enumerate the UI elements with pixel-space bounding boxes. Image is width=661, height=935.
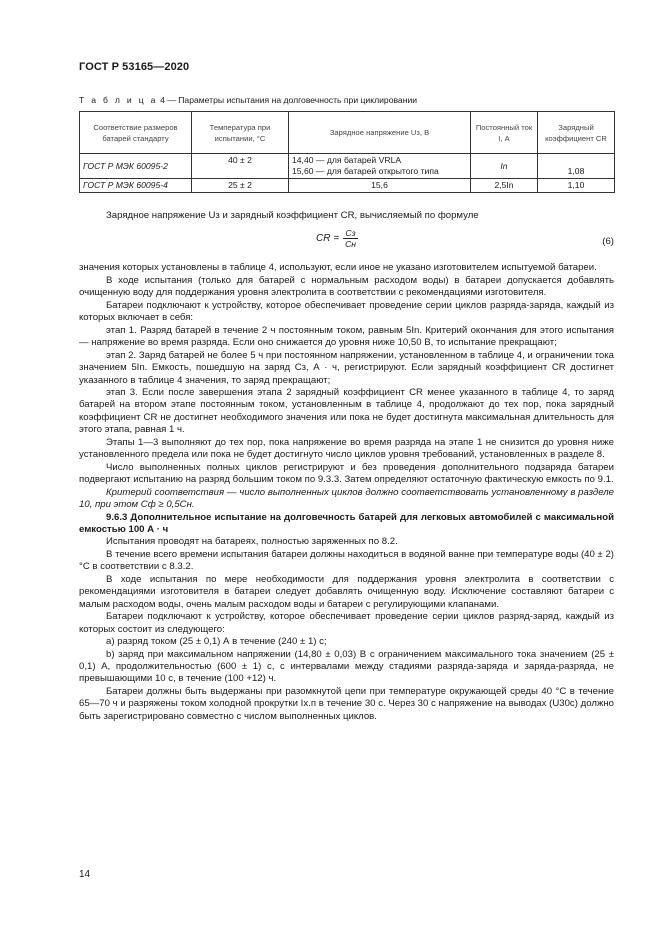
col-header-voltage: Зарядное напряжение Uз, В: [289, 112, 471, 154]
formula-intro: Зарядное напряжение Uз и зарядный коэффициент CR, вычисляемый по формуле: [106, 210, 479, 221]
paragraph: Этапы 1—3 выполняют до тех пор, пока напряжение во время разряда на этапе 1 не снизится до уровня ниже установленного предела или пока не будет достигнуто число циклов уровня требований, установленных в разделе 8.: [79, 436, 614, 461]
cell-voltage: 15,6: [289, 179, 471, 193]
page-number: 14: [79, 869, 91, 880]
formula-number: (6): [602, 236, 614, 248]
paragraph: В ходе испытания (только для батарей с нормальным расходом воды) в батареи допускается добавлять очищенную воду для поддержания уровня электролита в соответствии с рекомендациями изготовителя.: [79, 274, 614, 299]
formula: [316, 228, 358, 249]
col-header-temperature: Температура при испытании, °С: [192, 112, 289, 154]
paragraph: этап 1. Разряд батарей в течение 2 ч постоянным током, равным 5In. Критерий окончания для этого испытания — напряжение во время разряда. Если оно снижается до уровня ниже 10,50 В, то испытание прекращают;: [79, 324, 614, 349]
paragraph: этап 3. Если после завершения этапа 2 зарядный коэффициент CR менее указанного в таблице 4, то заряд батарей на втором этапе постоянным током, установленным в таблице 4, продолжают до тех пор, пока зарядный коэффициент CR не достигнет необходимого значения или пока не будет достигнута максимальная длительность для этого этапа, равная 1 ч.: [79, 386, 614, 436]
cell-cr: 1,10: [538, 179, 615, 193]
formula-fraction: [343, 228, 358, 249]
list-item: а) разряд током (25 ± 0,1) А в течение (240 ± 1) с;: [106, 636, 327, 648]
list-item: b) заряд при максимальном напряжении (14,80 ± 0,03) В с ограничением максимального тока значением (25 ± 0,1) А, продолжительностью (600 ± 1) с, с интервалами между стадиями разряда-заряда и заряда-разряда, не превышающими 10 с, в течение (100 +12) ч.: [79, 648, 614, 685]
cell-voltage: [289, 154, 471, 179]
formula-numerator: Cз: [345, 228, 356, 239]
paragraph: Число выполненных полных циклов регистрируют и без проведения дополнительного подзаряда батареи подвергают испытанию на разряд большим током по 9.3.3. Затем определяют остаточную фактическую емкость по 9.1.: [79, 461, 614, 486]
cell-current: In: [471, 154, 538, 179]
paragraph: Батареи должны быть выдержаны при разомкнутой цепи при температуре окружающей среды 40 °С в течение 65—70 ч и разряжены током холодной прокрутки Iх.п в течение 30 с. Через 30 с напряжение на выводах (U30с) должно быть зарегистрировано совместно с числом выполненных циклов.: [79, 685, 614, 722]
cell-standard: ГОСТ Р МЭК 60095-4: [80, 179, 192, 193]
table-caption-label: Т а б л и ц а: [79, 95, 158, 105]
paragraph: этап 2. Заряд батарей не более 5 ч при постоянном напряжении, установленном в таблице 4, и ограничении тока значением 5In. Емкость, пошедшую на заряд Cз, А · ч, регистрируют. Если зарядный коэффициент CR достигнет указанного в таблице 4 значения, то заряд прекращают;: [79, 349, 614, 386]
cell-cr: 1,08: [538, 154, 615, 179]
cell-voltage-line1: 14,40 — для батарей VRLA: [292, 155, 402, 165]
col-header-standard: Соответствие размеров батарей стандарту: [80, 112, 192, 154]
formula-block: [79, 226, 614, 258]
cell-voltage-line2: 15,60 — для батарей открытого типа: [292, 166, 439, 176]
parameters-table: [79, 111, 615, 193]
col-header-cr: Зарядный коэффициент CR: [538, 112, 615, 154]
table-row: [80, 179, 615, 193]
formula-lhs: CR =: [316, 232, 340, 244]
table-header-row: [80, 112, 615, 154]
cell-temperature: 25 ± 2: [192, 179, 289, 193]
cell-standard: ГОСТ Р МЭК 60095-2: [80, 154, 192, 179]
table-caption: [79, 95, 417, 105]
document-code: ГОСТ Р 53165—2020: [79, 61, 190, 73]
body-text: [79, 210, 614, 723]
paragraph: В ходе испытания по мере необходимости для поддержания уровня электролита в соответствии с рекомендациями изготовителя в батареи следует добавлять очищенную воду. Исключение составляют батареи с малым расходом воды, очень малым расходом воды и батареи с регулирующими клапанами.: [79, 573, 614, 610]
paragraph: Испытания проводят на батареях, полностью заряженных по 8.2.: [106, 536, 398, 548]
compliance-criterion: Критерий соответствия — число выполненных циклов должно соответствовать установленному в разделе 10, при этом Cф ≥ 0,5Cн.: [79, 486, 614, 511]
table-caption-text: 4 — Параметры испытания на долговечность при циклировании: [160, 95, 418, 105]
section-title: 9.6.3 Дополнительное испытание на долговечность батарей для легковых автомобилей с максимальной емкостью 100 А · ч: [79, 511, 614, 535]
cell-temperature: 40 ± 2: [192, 154, 289, 179]
paragraph: значения которых установлены в таблице 4, используют, если иное не указано изготовителем испытуемой батареи.: [79, 262, 597, 274]
cell-current: 2,5In: [471, 179, 538, 193]
paragraph: Батареи подключают к устройству, которое обеспечивает проведение серии циклов разряд-заряд, каждый из которых состоит из следующего:: [79, 611, 614, 635]
col-header-current: Постоянный ток I, А: [471, 112, 538, 154]
paragraph: В течение всего времени испытания батареи должны находиться в водяной ванне при температуре воды (40 ± 2) °С в соответствии с 8.3.2.: [79, 548, 614, 573]
formula-denominator: Cн: [345, 239, 356, 250]
table-row: [80, 154, 615, 179]
paragraph: Батареи подключают к устройству, которое обеспечивает проведение серии циклов разряда-заряда, каждый из которых включает в себя:: [79, 299, 614, 324]
